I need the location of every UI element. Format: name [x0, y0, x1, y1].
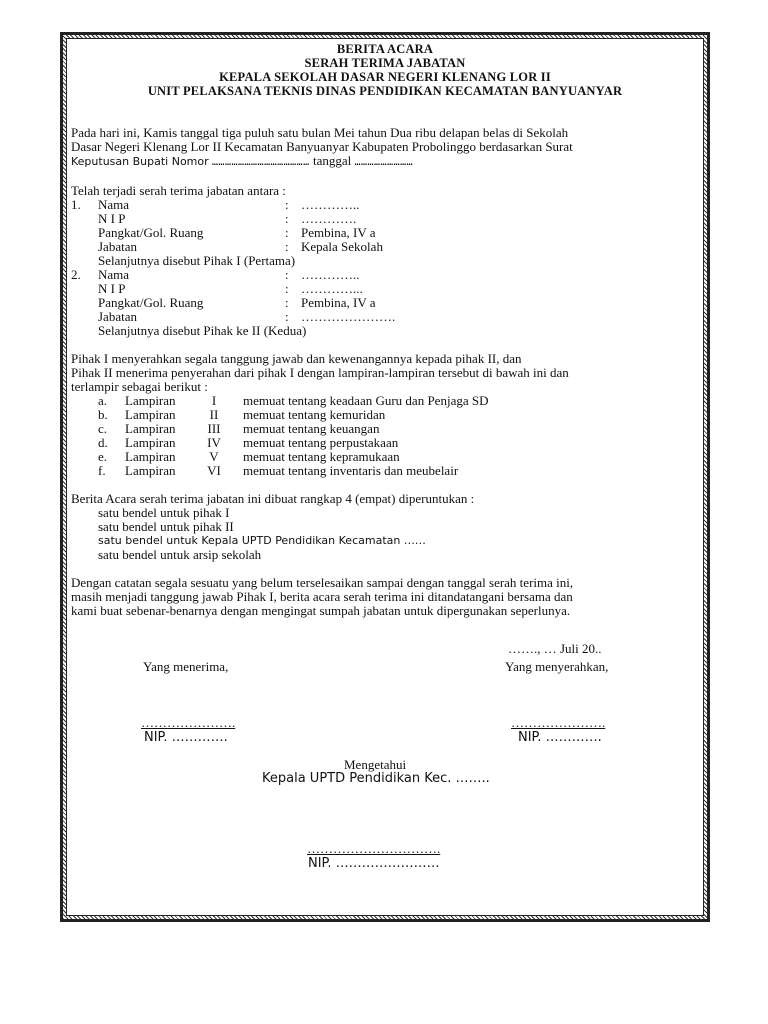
parties-intro: Telah terjadi serah terima jabatan antara : [71, 183, 286, 198]
field-colon: : [285, 281, 289, 296]
copy-recipient: satu bendel untuk Kepala UPTD Pendidikan Kecamatan …… [98, 534, 426, 547]
head-nip: NIP. …………………… [308, 856, 440, 871]
head-name-blank: …………………………. [307, 841, 441, 856]
giver-label: Yang menyerahkan, [505, 659, 609, 674]
field-label: Nama [98, 267, 130, 282]
field-value: Pembina, IV a [301, 295, 376, 310]
attachment-item [71, 436, 699, 450]
party-field-row [71, 296, 699, 310]
attachment-letter: f. [98, 463, 106, 478]
attachment-roman: I [211, 393, 217, 408]
attachment-item [71, 408, 699, 422]
attachment-roman: II [209, 407, 219, 422]
attachment-desc: memuat tentang keuangan [243, 421, 380, 436]
field-colon: : [285, 197, 289, 212]
party-field-row [71, 240, 699, 254]
field-colon: : [285, 239, 289, 254]
field-colon: : [285, 225, 289, 240]
attachment-word: Lampiran [125, 435, 176, 450]
attachment-letter: d. [98, 435, 108, 450]
field-colon: : [285, 295, 289, 310]
title-line-4: UNIT PELAKSANA TEKNIS DINAS PENDIDIKAN KECAMATAN BANYUANYAR [147, 84, 623, 98]
attachment-desc: memuat tentang inventaris dan meubelair [243, 463, 459, 478]
attachment-desc: memuat tentang kemuridan [243, 407, 386, 422]
party-note: Selanjutnya disebut Pihak I (Pertama) [98, 253, 296, 268]
attachment-letter: e. [98, 449, 108, 464]
decree-label: Keputusan Bupati Nomor [71, 155, 209, 168]
attachment-letter: c. [98, 421, 108, 436]
party-field-row [71, 282, 699, 296]
attachment-roman: III [207, 421, 221, 436]
attachment-letter: a. [98, 393, 108, 408]
attachment-desc: memuat tentang perpustakaan [243, 435, 399, 450]
copy-recipient: satu bendel untuk arsip sekolah [98, 547, 262, 562]
attachment-word: Lampiran [125, 449, 176, 464]
attachment-roman: VI [207, 463, 221, 478]
attachment-desc: memuat tentang kepramukaan [243, 449, 400, 464]
attachment-word: Lampiran [125, 407, 176, 422]
attachment-item [71, 464, 699, 478]
field-colon: : [285, 267, 289, 282]
decree-date-blank: ……………………… [354, 157, 414, 168]
receiver-name-blank: …………………. [141, 715, 236, 730]
field-label: N I P [98, 281, 126, 296]
field-colon: : [285, 309, 289, 324]
receiver-label: Yang menerima, [143, 659, 229, 674]
field-value: ………….. [301, 197, 360, 212]
field-label: Nama [98, 197, 130, 212]
receiver-nip: NIP. …………. [144, 730, 228, 745]
attachment-roman: V [209, 449, 219, 464]
attachment-item [71, 450, 699, 464]
closing-line-1: Dengan catatan segala sesuatu yang belum terselesaikan sampai dengan tanggal serah terima ini, [71, 575, 574, 590]
attachment-letter: b. [98, 407, 108, 422]
party-field-row [71, 310, 699, 324]
signature-date: ……., … Juli 20.. [508, 641, 602, 656]
acknowledge-label: Mengetahui [344, 757, 407, 772]
intro-line-3 [71, 154, 699, 170]
field-value: Pembina, IV a [301, 225, 376, 240]
title-line-2: SERAH TERIMA JABATAN [304, 56, 466, 70]
field-colon: : [285, 211, 289, 226]
party-field-row [71, 268, 699, 282]
copy-recipient: satu bendel untuk pihak I [98, 505, 230, 520]
field-label: Pangkat/Gol. Ruang [98, 225, 204, 240]
field-value: ………….. [301, 267, 360, 282]
field-value: Kepala Sekolah [301, 239, 383, 254]
giver-name-blank: …………………. [511, 715, 606, 730]
handover-line-1: Pihak I menyerahkan segala tanggung jawab dan kewenangannya kepada pihak II, dan [71, 351, 522, 366]
party-number: 1. [71, 197, 81, 212]
party-field-row [71, 226, 699, 240]
party-number: 2. [71, 267, 81, 282]
attachment-roman: IV [207, 435, 221, 450]
party-field-row [71, 198, 699, 212]
attachment-word: Lampiran [125, 421, 176, 436]
attachment-desc: memuat tentang keadaan Guru dan Penjaga SD [243, 393, 489, 408]
handover-line-3: terlampir sebagai berikut : [71, 379, 208, 394]
party-field-row [71, 212, 699, 226]
attachment-item [71, 422, 699, 436]
attachment-list [71, 394, 699, 478]
attachment-word: Lampiran [125, 463, 176, 478]
closing-line-3: kami buat sebenar-benarnya dengan mengingat sumpah jabatan untuk dipergunakan seperlunya. [71, 603, 571, 618]
field-value: …………. [301, 211, 357, 226]
date-label: tanggal [312, 153, 352, 168]
copies-intro: Berita Acara serah terima jabatan ini dibuat rangkap 4 (empat) diperuntukan : [71, 491, 475, 506]
title-line-3: KEPALA SEKOLAH DASAR NEGERI KLENANG LOR II [219, 70, 551, 84]
head-title: Kepala UPTD Pendidikan Kec. …….. [262, 771, 490, 786]
party-2 [71, 268, 699, 338]
field-label: N I P [98, 211, 126, 226]
closing-line-2: masih menjadi tanggung jawab Pihak I, berita acara serah terima ini ditandatangani bersama dan [71, 589, 573, 604]
field-label: Pangkat/Gol. Ruang [98, 295, 204, 310]
copy-recipient: satu bendel untuk pihak II [98, 519, 234, 534]
field-value: …………... [301, 281, 363, 296]
attachment-word: Lampiran [125, 393, 176, 408]
field-label: Jabatan [98, 309, 137, 324]
title-line-1: BERITA ACARA [336, 42, 434, 56]
giver-nip: NIP. …………. [518, 730, 602, 745]
decree-number-blank: ……………………………………… [211, 157, 310, 168]
field-value: …………………. [301, 309, 396, 324]
party-1 [71, 198, 699, 268]
field-label: Jabatan [98, 239, 137, 254]
intro-line-1: Pada hari ini, Kamis tanggal tiga puluh satu bulan Mei tahun Dua ribu delapan belas di Sekolah [71, 125, 569, 140]
document-body [71, 42, 699, 618]
party-note: Selanjutnya disebut Pihak ke II (Kedua) [98, 323, 307, 338]
intro-line-2: Dasar Negeri Klenang Lor II Kecamatan Banyuanyar Kabupaten Probolinggo berdasarkan Surat [71, 139, 573, 154]
handover-line-2: Pihak II menerima penyerahan dari pihak I dengan lampiran-lampiran tersebut di bawah ini dan [71, 365, 569, 380]
attachment-item [71, 394, 699, 408]
